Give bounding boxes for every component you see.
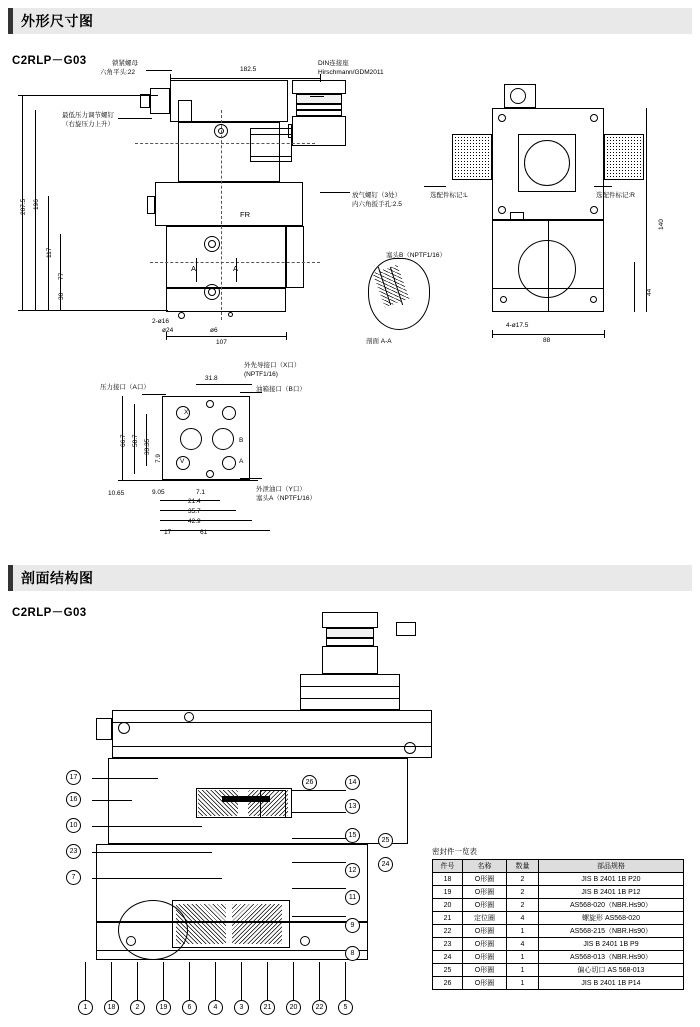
cell-qty: 1	[507, 925, 539, 938]
topview-bolt-4	[590, 206, 598, 214]
base-hole-right	[228, 312, 233, 317]
cell-id: 20	[433, 899, 463, 912]
callout-bottom-18: 18	[104, 1000, 119, 1015]
parts-col-spec: 部品规格	[539, 860, 684, 873]
sec-upper-body	[112, 710, 432, 758]
callout-23: 23	[66, 844, 81, 859]
sec-leader-12	[292, 862, 346, 863]
parts-col-name: 名称	[463, 860, 507, 873]
callout-25: 25	[378, 833, 393, 848]
annotation-din-connector: DIN连接座	[318, 60, 349, 67]
sec-coil	[300, 674, 400, 710]
annotation-option-mark-r: 选配件标记:R	[596, 192, 635, 199]
port-letter-v: V	[180, 458, 185, 465]
annotation-right-turn-increase: （右旋压力上升）	[62, 121, 114, 128]
port-letter-x: X	[184, 409, 189, 416]
bolt-hole-2-inner	[208, 288, 216, 296]
dim-line-61	[160, 530, 270, 531]
table-row	[433, 873, 684, 886]
sec-pilot-poppet	[260, 790, 286, 818]
callout-13: 13	[345, 799, 360, 814]
parts-table-caption: 密封件一览表	[432, 847, 477, 856]
rightview-centerline	[548, 220, 549, 312]
parts-table-wrapper	[432, 846, 684, 990]
centerline-top	[135, 143, 315, 144]
port-letter-b: B	[239, 437, 244, 444]
dim-o6: ø6	[210, 327, 218, 334]
mount-hole-br	[222, 456, 236, 470]
topview-inner-circle	[524, 140, 570, 186]
topview-bolt-2	[590, 114, 598, 122]
callout-bottom-6: 6	[182, 1000, 197, 1015]
callout-bottom-3: 3	[234, 1000, 249, 1015]
callout-14: 14	[345, 775, 360, 790]
cell-qty: 2	[507, 873, 539, 886]
callout-12: 12	[345, 863, 360, 878]
sec-leader-15	[292, 838, 346, 839]
annotation-hex-head: 六角平头:22	[100, 69, 136, 76]
valve-right-boss	[286, 226, 304, 288]
sec-bleader-4	[215, 962, 216, 1000]
sec-base-hole-2	[300, 936, 310, 946]
dim-17: 17	[164, 529, 172, 536]
annotation-section-aa: 剖面 A-A	[366, 338, 392, 345]
leader-option-l	[424, 186, 446, 187]
table-row	[433, 912, 684, 925]
cell-spec: JIS B 2401 1B P12	[539, 886, 684, 899]
table-row	[433, 938, 684, 951]
dim-tick-88-r	[604, 330, 605, 338]
leader-bleed-screw	[320, 192, 350, 193]
topview-connector-circle	[510, 88, 526, 104]
leader-option-r	[594, 186, 612, 187]
port-y-circle	[206, 470, 214, 478]
section-title-section: 剖面结构图	[21, 570, 94, 586]
cell-qty: 2	[507, 899, 539, 912]
cell-qty: 1	[507, 964, 539, 977]
callout-bottom-22: 22	[312, 1000, 327, 1015]
sec-bleader-6	[189, 962, 190, 1000]
annotation-hex-wrench-hole: 内六角扳手孔:2.5	[352, 201, 402, 208]
topview-bolt-3	[498, 206, 506, 214]
sec-din-band1	[326, 628, 374, 638]
sec-bleader-20	[293, 962, 294, 1000]
sec-bleader-1	[85, 962, 86, 1000]
rightview-tab	[510, 212, 524, 220]
cell-name: O形圈	[463, 977, 507, 990]
dim-117: 117	[46, 247, 53, 258]
dim-42-9: 42.9	[188, 518, 201, 525]
sec-leader-7	[92, 878, 222, 879]
table-row	[433, 951, 684, 964]
sec-leader-11	[292, 888, 346, 889]
dim-182-5: 182.5	[240, 66, 257, 73]
dim-line-88	[492, 334, 604, 335]
valve-top-left-flange	[178, 100, 192, 122]
bolt-hole-1-inner	[208, 240, 216, 248]
cell-id: 21	[433, 912, 463, 925]
din-connector-top	[292, 80, 346, 94]
sec-top-bolt1	[184, 712, 194, 722]
annotation-lock-nut: 锁紧螺母	[112, 60, 138, 67]
leader-port-y	[240, 478, 262, 479]
dim-7-1: 7.1	[196, 489, 206, 496]
dim-tick-182-5-l	[170, 74, 171, 82]
sec-leader-10	[92, 826, 202, 827]
sec-leader-23	[92, 852, 212, 853]
solenoid-line2	[250, 156, 292, 157]
cell-qty: 2	[507, 886, 539, 899]
dim-107: 107	[216, 339, 227, 346]
cell-qty: 1	[507, 977, 539, 990]
callout-9: 9	[345, 918, 360, 933]
valve-lower-body	[166, 226, 286, 288]
cell-name: O形圈	[463, 925, 507, 938]
rightview-split-line	[492, 288, 604, 289]
annotation-min-pressure-screw: 最低压力调节螺钉	[62, 112, 114, 119]
cell-id: 23	[433, 938, 463, 951]
centerline-lower	[150, 262, 320, 263]
dim-line-196	[35, 110, 36, 310]
callout-7: 7	[66, 870, 81, 885]
sec-left-cap	[96, 718, 112, 740]
base-hole-left	[178, 312, 185, 319]
table-row	[433, 899, 684, 912]
cell-name: O形圈	[463, 899, 507, 912]
cell-name: O形圈	[463, 873, 507, 886]
callout-bottom-21: 21	[260, 1000, 275, 1015]
valve-mid-body	[155, 182, 303, 226]
callout-bottom-20: 20	[286, 1000, 301, 1015]
sec-leader-9	[292, 916, 346, 917]
dim-o24: ø24	[162, 327, 174, 334]
cell-id: 22	[433, 925, 463, 938]
sec-leader-16	[92, 800, 132, 801]
rightview-bolt-bl	[500, 296, 507, 303]
dim-line-31-8	[196, 384, 252, 385]
annotation-pilot-port-x: 外先导接口（X口）	[244, 362, 301, 369]
dim-44: 44	[646, 288, 653, 296]
annotation-bleed-screw: 放气螺钉（3处）	[352, 192, 402, 199]
rightview-bolt-br	[590, 296, 597, 303]
callout-bottom-5: 5	[338, 1000, 353, 1015]
cell-id: 25	[433, 964, 463, 977]
cell-qty: 4	[507, 912, 539, 925]
leader-locknut	[146, 70, 172, 71]
dim-tick-107-r	[286, 332, 287, 340]
sec-coil-line2	[300, 698, 400, 699]
cell-spec: AS568-215（NBR.Hs90）	[539, 925, 684, 938]
option-block-left-fill	[454, 136, 490, 178]
option-block-right-fill	[606, 136, 642, 178]
annotation-tank-port-b: 油箱接口（B口）	[256, 386, 306, 393]
cell-id: 26	[433, 977, 463, 990]
sec-bleader-19	[163, 962, 164, 1000]
sec-bleader-5	[345, 962, 346, 1000]
callout-24: 24	[378, 857, 393, 872]
adjust-screw	[140, 94, 150, 108]
callout-bottom-4: 4	[208, 1000, 223, 1015]
sec-din-band2	[326, 638, 374, 646]
table-row	[433, 964, 684, 977]
cell-spec: JIS B 2401 1B P20	[539, 873, 684, 886]
valve-left-port	[147, 196, 155, 214]
cell-id: 19	[433, 886, 463, 899]
topview-bolt-1	[498, 114, 506, 122]
sec-adjust-circle	[118, 722, 130, 734]
dim-9-05: 9.05	[152, 489, 165, 496]
table-row	[433, 977, 684, 990]
sec-bleader-22	[319, 962, 320, 1000]
leader-port-a	[142, 394, 166, 395]
annotation-section-mark-a-left: A	[191, 264, 197, 273]
cell-name: O形圈	[463, 964, 507, 977]
dim-21-4: 21.4	[188, 498, 201, 505]
sec-leader-26	[292, 790, 346, 791]
callout-bottom-1: 1	[78, 1000, 93, 1015]
lock-nut	[150, 88, 170, 114]
sec-bleader-2	[137, 962, 138, 1000]
callout-26: 26	[302, 775, 317, 790]
cell-spec: 螺旋形 AS568-020	[539, 912, 684, 925]
callout-17: 17	[66, 770, 81, 785]
dim-line-107	[166, 336, 286, 337]
parts-table-header-row	[433, 860, 684, 873]
dim-61: 61	[200, 529, 208, 536]
dim-30: 30	[58, 292, 65, 300]
dim-58-7: 58.7	[132, 434, 139, 447]
sec-base-plate	[96, 922, 368, 960]
cell-name: 定位圈	[463, 912, 507, 925]
dim-33-35: 33.35	[144, 438, 151, 455]
dim-line-plan-bottom	[118, 480, 258, 481]
cell-name: O形圈	[463, 951, 507, 964]
sec-din-top	[322, 612, 378, 628]
mount-hole-tr	[222, 406, 236, 420]
dim-line-44	[634, 262, 635, 312]
dim-140: 140	[658, 219, 665, 230]
section-header-section	[8, 565, 692, 591]
leader-din	[310, 96, 324, 97]
leader-adjust-screw	[118, 118, 152, 119]
parts-col-id: 件号	[433, 860, 463, 873]
dim-88: 88	[543, 337, 551, 344]
annotation-pressure-port-a: 压力接口（A口）	[100, 384, 150, 391]
port-b-circle	[212, 428, 234, 450]
callout-16: 16	[66, 792, 81, 807]
dim-topline	[18, 95, 158, 96]
dim-line-182-5	[170, 78, 320, 79]
dim-tick-88-l	[492, 330, 493, 338]
callout-8: 8	[345, 946, 360, 961]
dim-baseline	[18, 310, 168, 311]
dim-7-9: 7.9	[155, 453, 162, 463]
sec-din-body	[322, 646, 378, 674]
callout-bottom-2: 2	[130, 1000, 145, 1015]
dim-2-o16: 2-ø16	[152, 318, 169, 325]
cell-name: O形圈	[463, 938, 507, 951]
cell-spec: AS568-013（NBR.Hs90）	[539, 951, 684, 964]
annotation-hirschmann: Hirschmann/GDM2011	[318, 69, 384, 76]
cell-spec: JIS B 2401 1B P9	[539, 938, 684, 951]
centerline-vertical	[221, 110, 222, 320]
sec-bleader-21	[267, 962, 268, 1000]
dim-77: 77	[58, 272, 65, 280]
dim-35-7: 35.7	[188, 508, 201, 515]
cell-name: O形圈	[463, 886, 507, 899]
cell-id: 18	[433, 873, 463, 886]
callout-bottom-19: 19	[156, 1000, 171, 1015]
callout-15: 15	[345, 828, 360, 843]
callout-11: 11	[345, 890, 360, 905]
cell-spec: 偏心切口 AS 568-013	[539, 964, 684, 977]
callout-10: 10	[66, 818, 81, 833]
annotation-plug-a: 塞头A（NPTF1/16）	[256, 495, 316, 502]
table-row	[433, 925, 684, 938]
annotation-section-mark-a-right: A	[233, 264, 239, 273]
sec-upper-bore-top	[112, 722, 432, 723]
cell-spec: AS568-020（NBR.Hs90）	[539, 899, 684, 912]
annotation-fr: FR	[240, 210, 250, 219]
sec-top-bolt2	[404, 742, 416, 754]
section-title-outline: 外形尺寸图	[21, 13, 94, 29]
dim-line-140	[646, 108, 647, 312]
cell-qty: 1	[507, 951, 539, 964]
annotation-option-mark-l: 选配件标记:L	[430, 192, 468, 199]
dim-207-5: 207.5	[20, 198, 27, 215]
cell-id: 24	[433, 951, 463, 964]
sec-bleader-18	[111, 962, 112, 1000]
dim-196: 196	[33, 199, 40, 210]
sec-bleader-3	[241, 962, 242, 1000]
sec-leader-17	[92, 778, 158, 779]
dim-line-42-9	[160, 520, 252, 521]
sec-din-side-lug	[396, 622, 416, 636]
din-connector-body	[292, 116, 346, 146]
cell-qty: 4	[507, 938, 539, 951]
dim-10-65: 10.65	[108, 490, 125, 497]
table-row	[433, 886, 684, 899]
model-label-section: C2RLP－G03	[12, 607, 87, 619]
port-letter-a: A	[239, 458, 244, 465]
dim-4-o17-5: 4-ø17.5	[506, 322, 529, 329]
parts-table	[432, 859, 684, 990]
valve-base-block	[166, 288, 286, 312]
sec-coil-line1	[300, 686, 400, 687]
dim-31-8: 31.8	[205, 375, 218, 382]
sec-spool-hatch-l	[198, 790, 238, 816]
annotation-plug-b: 塞头B（NPTF1/16）	[386, 252, 446, 259]
solenoid-line1	[250, 134, 292, 135]
port-x-circle	[206, 400, 214, 408]
sec-base-line	[96, 950, 368, 951]
annotation-pilot-port-x-thread: (NPTF1/16)	[244, 371, 278, 378]
mounting-face-outline	[162, 396, 250, 480]
annotation-drain-port-y: 外泄油口（Y口）	[256, 486, 306, 493]
model-label-outline: C2RLP－G03	[12, 55, 87, 67]
section-header-outline	[8, 8, 692, 34]
section-arrow-a-left	[196, 258, 197, 282]
rightview-bore	[518, 240, 576, 298]
dim-66-7: 66.7	[120, 434, 127, 447]
sec-upper-bore-bot	[112, 746, 432, 747]
port-a-circle	[180, 428, 202, 450]
sec-base-hole-1	[126, 936, 136, 946]
cell-spec: JIS B 2401 1B P14	[539, 977, 684, 990]
parts-col-qty: 数量	[507, 860, 539, 873]
sec-leader-13	[292, 812, 346, 813]
